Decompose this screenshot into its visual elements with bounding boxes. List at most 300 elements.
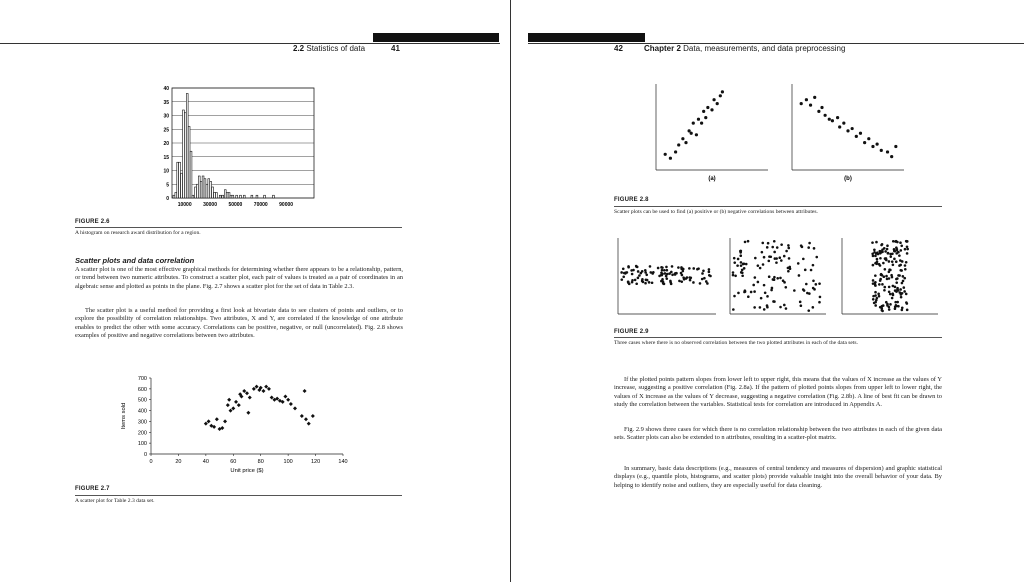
fig29-point: [818, 282, 821, 285]
fig29-point: [872, 255, 875, 258]
right-page-number: 42: [614, 44, 623, 53]
scatter27-point: [207, 419, 211, 423]
scatter27-x-tick-label: 60: [230, 459, 237, 465]
scatter27-y-tick-label: 700: [137, 376, 147, 382]
hist-bar: [232, 195, 234, 198]
fig28b-point: [890, 155, 893, 158]
fig29-point: [775, 261, 778, 264]
fig29-point: [740, 264, 743, 267]
fig29-point: [668, 272, 671, 275]
fig29-point: [872, 282, 875, 285]
fig29-point: [635, 282, 638, 285]
fig29-point: [888, 308, 891, 311]
fig29-point: [661, 269, 664, 272]
fig29-point: [780, 259, 783, 262]
hist-bar: [186, 94, 188, 199]
fig28a-point: [697, 118, 700, 121]
fig29-point: [644, 271, 647, 274]
fig29-point: [897, 274, 900, 277]
fig29-point: [904, 268, 907, 271]
fig29-point: [886, 244, 889, 247]
fig29-point: [886, 278, 889, 281]
fig29-point: [702, 269, 705, 272]
fig29-point: [886, 248, 889, 251]
fig29-point: [819, 296, 822, 299]
hist-bar: [251, 195, 253, 198]
hist-bar: [204, 179, 206, 198]
fig29-point: [874, 291, 877, 294]
fig29-caption: Three cases where there is no observed correlation between the two plotted attributes in each of the data sets.: [614, 340, 859, 346]
scatter27-point: [226, 403, 230, 407]
fig29-point: [789, 267, 792, 270]
fig29-point: [774, 257, 777, 260]
fig29-point: [881, 243, 884, 246]
fig29-point: [815, 283, 818, 286]
scatter27-x-tick-label: 40: [202, 459, 209, 465]
fig29-point: [771, 246, 774, 249]
fig28a-point: [721, 90, 724, 93]
hist-x-tick-label: 10000: [177, 202, 192, 208]
fig29-caption-rule: [614, 337, 942, 338]
fig29-point: [620, 278, 623, 281]
fig28a-point: [664, 153, 667, 156]
fig29-point: [763, 284, 766, 287]
fig29-point: [773, 240, 776, 243]
scatter27-y-tick-label: 200: [137, 430, 147, 437]
fig29-point: [905, 240, 908, 243]
fig29-point: [902, 286, 905, 289]
fig29-point: [900, 269, 903, 272]
fig29-point: [645, 273, 648, 276]
fig29-point: [787, 247, 790, 250]
fig29-point: [762, 263, 765, 266]
fig29-point: [740, 261, 743, 264]
hist-bar: [206, 184, 208, 198]
fig29-point: [892, 264, 895, 267]
hist-bar: [198, 176, 200, 198]
fig29-point: [692, 267, 695, 270]
fig29-point: [905, 301, 908, 304]
fig29-point: [900, 296, 903, 299]
fig28b-point: [820, 106, 823, 109]
fig29-point: [665, 277, 668, 280]
hist-y-tick-label: 0: [166, 196, 169, 202]
scatter27-point: [234, 400, 238, 404]
fig29-point: [905, 261, 908, 264]
scatter27-y-tick-label: 0: [143, 452, 147, 458]
fig29-point: [873, 248, 876, 251]
fig29-point: [767, 242, 770, 245]
fig29-point: [661, 278, 664, 281]
fig29-point: [708, 268, 711, 271]
fig29-point: [818, 301, 821, 304]
fig29-point: [677, 266, 680, 269]
scatter27-point: [204, 422, 208, 426]
fig29-point: [773, 276, 776, 279]
fig29-point: [680, 280, 683, 283]
scatter27-y-tick-label: 600: [137, 386, 147, 393]
scatter27-point: [264, 385, 268, 389]
fig29-point: [663, 269, 666, 272]
fig29-point: [732, 274, 735, 277]
scatter27-y-tick-label: 500: [137, 397, 147, 404]
hist-bar: [264, 195, 266, 198]
fig29-point: [810, 269, 813, 272]
fig29-point: [813, 288, 816, 291]
fig29-point: [883, 289, 886, 292]
fig29-point: [805, 283, 808, 286]
fig29-point: [874, 262, 877, 265]
fig29-point: [631, 273, 634, 276]
fig26-caption-rule: [75, 227, 402, 228]
fig29-point: [747, 295, 750, 298]
fig29-point: [778, 256, 781, 259]
hist-bar: [181, 173, 183, 198]
fig29-point: [753, 306, 756, 309]
hist-bar: [236, 195, 238, 198]
scatter27-point: [245, 391, 249, 395]
fig28a-point: [704, 116, 707, 119]
fig29-point: [797, 262, 800, 265]
left-page-number: 41: [391, 44, 400, 53]
scatter27-x-tick-label: 100: [283, 459, 293, 465]
hist-x-tick-label: 70000: [253, 202, 268, 208]
fig29-point: [889, 253, 892, 256]
scatter27-point: [215, 417, 219, 421]
fig28a-point: [719, 94, 722, 97]
fig29-point: [880, 250, 883, 253]
fig29-point: [688, 276, 691, 279]
fig29-point: [812, 264, 815, 267]
fig29-point: [733, 257, 736, 260]
fig29-point: [874, 274, 877, 277]
fig29-point: [787, 244, 790, 247]
fig28b-point: [842, 122, 845, 125]
fig27-caption-rule: [75, 495, 402, 496]
fig29-point: [645, 278, 648, 281]
fig29-point: [763, 256, 766, 259]
fig29-point: [763, 308, 766, 311]
fig29-point: [894, 301, 897, 304]
fig29-point: [871, 241, 874, 244]
fig29-point: [783, 255, 786, 258]
fig29-point: [896, 248, 899, 251]
fig29-point: [757, 281, 760, 284]
scatter27-point: [223, 419, 227, 423]
figure-2-7-scatter: [115, 372, 355, 480]
fig28b-point: [828, 118, 831, 121]
fig29-point: [699, 282, 702, 285]
fig29-point: [747, 240, 750, 243]
fig29-point: [872, 264, 875, 267]
fig28b-point: [846, 129, 849, 132]
fig29-point: [888, 268, 891, 271]
fig29-point: [678, 280, 681, 283]
fig29-point: [635, 265, 638, 268]
hist-bar: [173, 195, 175, 198]
fig29-point: [802, 288, 805, 291]
fig28a-point: [710, 108, 713, 111]
hist-x-tick-label: 30000: [203, 202, 217, 208]
fig29-point: [680, 272, 683, 275]
fig29-point: [783, 281, 786, 284]
fig29-point: [898, 291, 901, 294]
fig29-point: [785, 250, 788, 253]
hist-bar: [210, 182, 212, 199]
right-header-tab: [528, 33, 645, 42]
fig29-point: [895, 290, 898, 293]
fig29-point: [689, 279, 692, 282]
fig29-point: [744, 289, 747, 292]
fig29-point: [733, 295, 736, 298]
fig29-point: [899, 249, 902, 252]
fig29-point: [893, 250, 896, 253]
fig29-point: [874, 301, 877, 304]
fig29-point: [664, 272, 667, 275]
scatter27-y-tick-label: 100: [137, 441, 147, 448]
fig29-point: [878, 283, 881, 286]
fig29-point: [885, 275, 888, 278]
fig29-point: [798, 274, 801, 277]
fig29-point: [903, 290, 906, 293]
hist-y-tick-label: 35: [163, 99, 169, 106]
right-chapter-label: Chapter 2: [644, 44, 681, 53]
fig29-point: [897, 305, 900, 308]
fig29-point: [895, 260, 898, 263]
fig28a-point: [706, 106, 709, 109]
fig29-point: [739, 250, 742, 253]
fig28b-sublabel: (b): [844, 176, 852, 182]
fig29-point: [895, 278, 898, 281]
fig29-point: [671, 273, 674, 276]
scatter27-point: [286, 398, 290, 402]
fig29-point: [641, 278, 644, 281]
hist-y-tick-label: 20: [163, 141, 169, 147]
left-paragraph-1: A scatter plot is one of the most effective graphical methods for determining whether there appears to be a relationship, pattern, or trend between two numeric attributes. To construct a scatter plot, each pair of values is treated as a pair of coordinates in an algebraic sense and plotted as points in the plane. Fig. 2.7 shows a scatter plot for the set of data in Table 2.3.: [75, 266, 403, 290]
fig29-point: [884, 250, 887, 253]
fig29-point: [688, 267, 691, 270]
left-paragraph-2: The scatter plot is a useful method for providing a first look at bivariate data to see clusters of points and outliers, or to explore the possibility of correlation relationships. Two attributes, X and Y, are correlated if the knowledge of one attribute enables to predict the other with some accuracy. Correlations can be positive, negative, or null (uncorrelated). Fig. 2.8 shows examples of positive and negative correlations between two attributes.: [75, 307, 403, 339]
fig29-point: [890, 274, 893, 277]
hist-bar: [240, 195, 242, 198]
scatter27-point: [293, 406, 297, 410]
fig29-point: [651, 272, 654, 275]
fig29-point: [874, 294, 877, 297]
section-title: Scatter plots and data correlation: [75, 256, 195, 265]
fig29-point: [644, 282, 647, 285]
fig29-point: [904, 248, 907, 251]
fig28b-point: [876, 143, 879, 146]
left-header-tab: [373, 33, 499, 42]
hist-bar: [177, 162, 179, 198]
fig27-label: FIGURE 2.7: [75, 486, 110, 492]
fig29-point: [888, 306, 891, 309]
fig26-caption: A histogram on research award distribution for a region.: [75, 230, 201, 236]
scatter27-point: [261, 389, 265, 393]
scatter27-point: [229, 409, 233, 413]
right-running-head: [644, 44, 845, 53]
fig29-point: [764, 291, 767, 294]
fig29-point: [737, 258, 740, 261]
fig29-point: [770, 289, 773, 292]
fig29-point: [808, 242, 811, 245]
fig29-point: [904, 264, 907, 267]
fig28b-point: [855, 135, 858, 138]
fig29-point: [744, 241, 747, 244]
fig29-point: [766, 246, 769, 249]
hist-bar: [273, 195, 275, 198]
scatter27-x-tick-label: 120: [310, 459, 321, 465]
fig29-point: [776, 246, 779, 249]
fig29-point: [766, 295, 769, 298]
hist-bar: [183, 110, 185, 198]
left-section-number: 2.2: [293, 44, 305, 53]
fig28-caption: Scatter plots can be used to find (a) positive or (b) negative correlations between attributes.: [614, 209, 818, 215]
fig28a-point: [712, 98, 715, 101]
fig29-point: [902, 275, 905, 278]
hist-bar: [219, 195, 221, 198]
fig28-caption-rule: [614, 206, 942, 207]
fig29-point: [887, 252, 890, 255]
figure-2-6-histogram: [150, 84, 320, 212]
fig29-point: [883, 286, 886, 289]
fig29-point: [906, 248, 909, 251]
fig28a-point: [681, 137, 684, 140]
fig29-point: [888, 290, 891, 293]
fig29-point: [675, 272, 678, 275]
hist-bar: [175, 193, 177, 199]
fig29-point: [901, 282, 904, 285]
hist-x-tick-label: 90000: [279, 202, 294, 208]
fig29-point: [757, 264, 760, 267]
fig29-point: [701, 272, 704, 275]
fig29-point: [875, 241, 878, 244]
fig29-point: [623, 272, 626, 275]
fig29-point: [651, 281, 654, 284]
hist-bar: [184, 113, 186, 198]
fig29-point: [739, 254, 742, 257]
fig29-point: [776, 277, 779, 280]
fig29-point: [807, 246, 810, 249]
fig29-point: [663, 283, 666, 286]
fig29-point: [807, 309, 810, 312]
fig29-point: [879, 257, 882, 260]
fig29-point: [906, 252, 909, 255]
hist-bar: [212, 187, 214, 198]
scatter27-y-tick-label: 400: [137, 408, 147, 415]
hist-bar: [214, 193, 216, 199]
hist-bar: [230, 195, 232, 198]
fig28a-point: [674, 150, 677, 153]
fig29-point: [893, 258, 896, 261]
fig29-point: [793, 289, 796, 292]
fig28a-point: [695, 133, 698, 136]
fig29-point: [670, 283, 673, 286]
fig29-point: [802, 258, 805, 261]
fig29-point: [752, 284, 755, 287]
fig29-point: [877, 293, 880, 296]
fig28b-point: [824, 114, 827, 117]
scatter27-point: [246, 411, 250, 415]
fig29-point: [891, 260, 894, 263]
fig29-point: [736, 264, 739, 267]
fig29-point: [784, 286, 787, 289]
scatter27-point: [237, 403, 241, 407]
fig29-point: [891, 297, 894, 300]
left-header-rule: [0, 43, 500, 44]
fig28b-point: [838, 125, 841, 128]
fig28a-point: [669, 157, 672, 160]
fig29-point: [801, 246, 804, 249]
fig29-point: [641, 270, 644, 273]
left-section-title: Statistics of data: [306, 44, 366, 53]
hist-y-tick-label: 10: [163, 168, 169, 175]
hist-bar: [222, 195, 224, 198]
fig29-point: [783, 304, 786, 307]
fig29-point: [906, 309, 909, 312]
fig29-point: [787, 270, 790, 273]
scatter27-point: [252, 387, 256, 391]
fig29-point: [882, 262, 885, 265]
fig29-point: [884, 268, 887, 271]
fig29-point: [648, 281, 651, 284]
right-paragraph-1: If the plotted points pattern slopes from lower left to upper right, this means that the values of X increase as the values of Y increase, suggesting a positive correlation (Fig. 2.8a). If the pattern of plotted points slopes from upper left to lower right, the values of X increase as the values of Y decrease, suggesting a negative correlation (Fig. 2.8b). A line of best fit can be drawn to study the correlation between the variables. Statistical tests for correlation are introduced in Appendix A.: [614, 376, 942, 408]
fig29-point: [799, 301, 802, 304]
fig28b-point: [805, 98, 808, 101]
fig29-point: [759, 267, 762, 270]
fig29-point: [692, 281, 695, 284]
scatter27-point: [267, 387, 271, 391]
fig29-point: [788, 257, 791, 260]
scatter27-point: [289, 402, 293, 406]
fig29-point: [768, 275, 771, 278]
fig28a-point: [692, 122, 695, 125]
scatter27-point: [300, 414, 304, 418]
fig29-point: [895, 240, 898, 243]
scatter27-point: [307, 422, 311, 426]
fig29-point: [705, 280, 708, 283]
fig29-point: [881, 283, 884, 286]
fig28b-point: [836, 116, 839, 119]
fig29-point: [876, 258, 879, 261]
fig29-point: [761, 251, 764, 254]
fig29-point: [638, 274, 641, 277]
fig28b-point: [800, 102, 803, 105]
fig29-point: [905, 293, 908, 296]
scatter27-x-tick-label: 80: [257, 459, 264, 465]
fig29-point: [627, 266, 630, 269]
fig29-point: [779, 277, 782, 280]
fig29-point: [906, 246, 909, 249]
figure-2-9-no-correlation: [614, 236, 944, 320]
fig29-point: [889, 255, 892, 258]
fig29-point: [800, 304, 803, 307]
left-running-head: [293, 44, 365, 53]
fig29-point: [666, 273, 669, 276]
fig29-point: [734, 274, 737, 277]
fig28b-point: [831, 119, 834, 122]
fig29-point: [900, 245, 903, 248]
fig29-point: [779, 306, 782, 309]
fig28a-point: [677, 143, 680, 146]
fig29-point: [901, 260, 904, 263]
scatter27-y-axis-label: Items sold: [121, 402, 127, 430]
fig29-point: [877, 253, 880, 256]
fig29-point: [750, 291, 753, 294]
figure-2-8-scatter-pair: [650, 82, 910, 190]
fig29-point: [627, 281, 630, 284]
scatter27-point: [248, 396, 252, 400]
